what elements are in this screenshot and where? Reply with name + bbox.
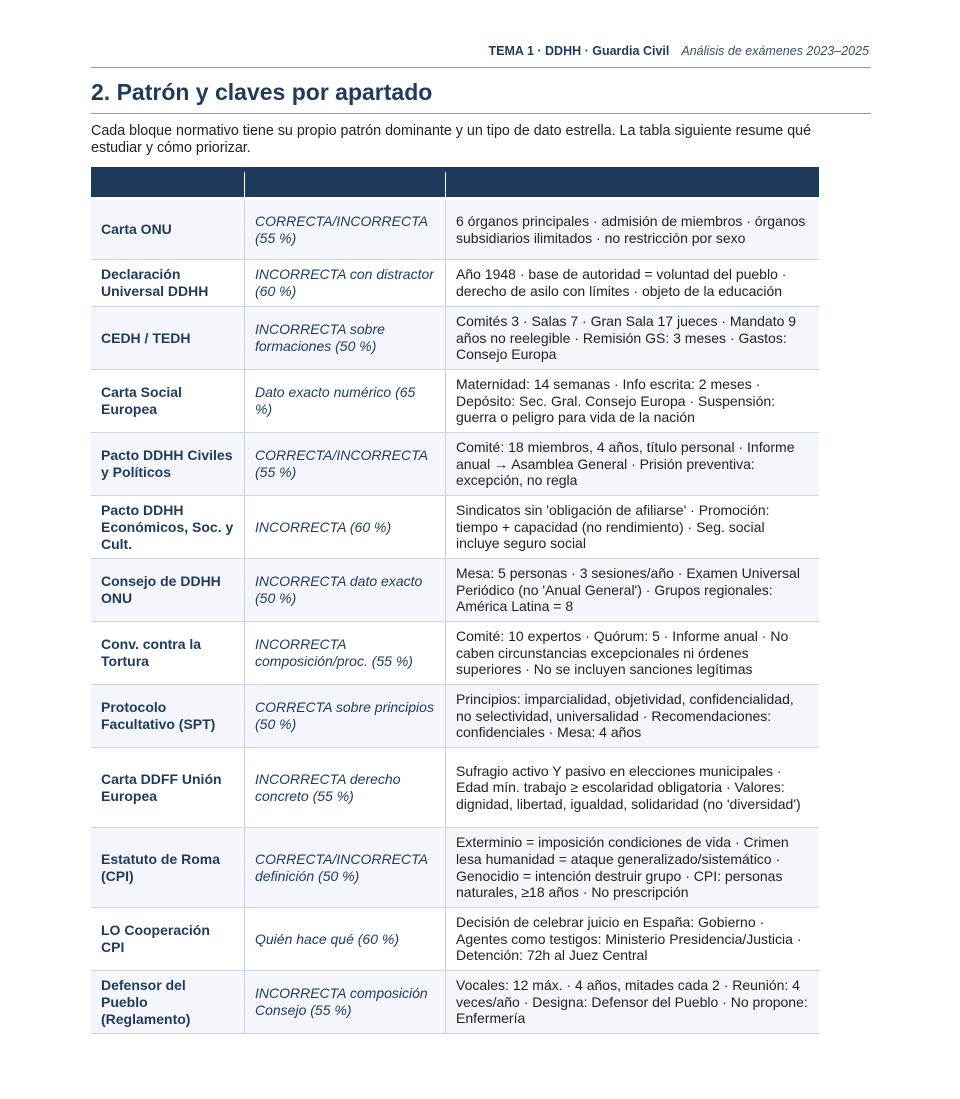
cell-keys: Comités 3 · Salas 7 · Gran Sala 17 jueces · Mandato 9 años no reelegible · Remisión GS: 3 meses · Gastos: Consejo Europa <box>456 313 797 363</box>
cell-pattern: INCORRECTA sobre formaciones (50 %) <box>245 307 446 369</box>
cell-keys: Vocales: 12 máx. · 4 años, mitades cada 2 · Reunión: 4 veces/año · Designa: Defensor del Pueblo · No propone: Enfermería <box>456 977 808 1027</box>
cell-pattern: CORRECTA/INCORRECTA definición (50 %) <box>245 828 446 907</box>
cell-block: LO Cooperación CPI <box>91 908 245 970</box>
header-cell-keys <box>446 172 819 197</box>
table-row <box>91 828 819 908</box>
table-row <box>91 908 819 971</box>
cell-keys: Mesa: 5 personas · 3 sesiones/año · Examen Universal Periódico (no 'Anual General') · Grupos regionales: América Latina = 8 <box>456 565 800 615</box>
cell-keys: Exterminio = imposición condiciones de vida · Crimen lesa humanidad = ataque generalizado/sistemático · Genocidio = intención destruir grupo · CPI: personas naturales, ≥18 años · No prescripción <box>456 834 789 901</box>
table-row <box>91 197 819 260</box>
cell-block: Defensor del Pueblo (Reglamento) <box>91 971 245 1033</box>
header-subtitle: Análisis de exámenes 2023–2025 <box>681 44 869 58</box>
cell-pattern: Dato exacto numérico (65 %) <box>245 370 446 432</box>
cell-block: Carta Social Europea <box>91 370 245 432</box>
table-row <box>91 748 819 828</box>
cell-keys: Maternidad: 14 semanas · Info escrita: 2 meses · Depósito: Sec. Gral. Consejo Europa · Suspensión: guerra o peligro para vida de la nación <box>456 376 776 426</box>
table-row <box>91 307 819 370</box>
cell-block: Protocolo Facultativo (SPT) <box>91 685 245 747</box>
cell-pattern: CORRECTA sobre principios (50 %) <box>245 685 446 747</box>
cell-keys: Principios: imparcialidad, objetividad, confidencialidad, no selectividad, universalidad · Recomendaciones: confidenciales · Mesa: 4 años <box>456 691 794 741</box>
cell-keys: Sindicatos sin 'obligación de afiliarse' · Promoción: tiempo + capacidad (no rendimiento) · Seg. social incluye seguro social <box>456 502 770 552</box>
cell-block: Carta DDFF Unión Europea <box>91 748 245 827</box>
cell-block: Pacto DDHH Económicos, Soc. y Cult. <box>91 496 245 558</box>
cell-block: Pacto DDHH Civiles y Políticos <box>91 433 245 495</box>
cell-keys: Sufragio activo Y pasivo en elecciones municipales · Edad mín. trabajo ≥ escolaridad obligatoria · Valores: dignidad, libertad, igualdad, solidaridad (no 'diversidad') <box>456 762 801 812</box>
cell-block: Estatuto de Roma (CPI) <box>91 828 245 907</box>
section-intro: Cada bloque normativo tiene su propio patrón dominante y un tipo de dato estrella. La tabla siguiente resume qué estudiar y cómo priorizar. <box>91 123 812 156</box>
cell-pattern: INCORRECTA con distractor (60 %) <box>245 260 446 306</box>
cell-keys: Año 1948 · base de autoridad = voluntad del pueblo · derecho de asilo con límites · objeto de la educación <box>456 266 787 299</box>
cell-block: Conv. contra la Tortura <box>91 622 245 684</box>
table-row <box>91 685 819 748</box>
page-header <box>91 44 871 68</box>
cell-keys: Comité: 18 miembros, 4 años, título personal · Informe anual → Asamblea General · Prisión preventiva: excepción, no regla <box>456 439 795 489</box>
cell-pattern: INCORRECTA dato exacto (50 %) <box>245 559 446 621</box>
cell-pattern: CORRECTA/INCORRECTA (55 %) <box>245 200 446 259</box>
table-row <box>91 559 819 622</box>
cell-pattern: INCORRECTA (60 %) <box>245 496 446 558</box>
summary-table <box>91 167 819 1034</box>
cell-pattern: CORRECTA/INCORRECTA (55 %) <box>245 433 446 495</box>
table-row <box>91 260 819 307</box>
cell-keys: Decisión de celebrar juicio en España: Gobierno · Agentes como testigos: Ministerio Presidencia/Justicia · Detención: 72h al Juez Central <box>456 914 802 964</box>
cell-pattern: INCORRECTA derecho concreto (55 %) <box>245 748 446 827</box>
cell-keys: Comité: 10 expertos · Quórum: 5 · Informe anual · No caben circunstancias excepcionales ni órdenes superiores · No se incluyen sanciones legítimas <box>456 628 789 678</box>
table-header <box>91 167 819 197</box>
table-row <box>91 971 819 1034</box>
header-cell-block <box>91 172 245 197</box>
header-topic: TEMA 1 · DDHH · Guardia Civil <box>488 44 670 58</box>
cell-block: CEDH / TEDH <box>91 307 245 369</box>
cell-pattern: INCORRECTA composición/proc. (55 %) <box>245 622 446 684</box>
cell-block: Consejo de DDHH ONU <box>91 559 245 621</box>
cell-keys: 6 órganos principales · admisión de miembros · órganos subsidiarios ilimitados · no restricción por sexo <box>456 212 806 246</box>
table-row <box>91 433 819 496</box>
cell-block: Carta ONU <box>91 200 245 259</box>
cell-pattern: Quién hace qué (60 %) <box>245 908 446 970</box>
header-cell-pattern <box>245 172 446 197</box>
table-row <box>91 370 819 433</box>
cell-block: Declaración Universal DDHH <box>91 260 245 306</box>
cell-pattern: INCORRECTA composición Consejo (55 %) <box>245 971 446 1033</box>
table-row <box>91 622 819 685</box>
table-row <box>91 496 819 559</box>
section-title: 2. Patrón y claves por apartado <box>91 79 871 114</box>
